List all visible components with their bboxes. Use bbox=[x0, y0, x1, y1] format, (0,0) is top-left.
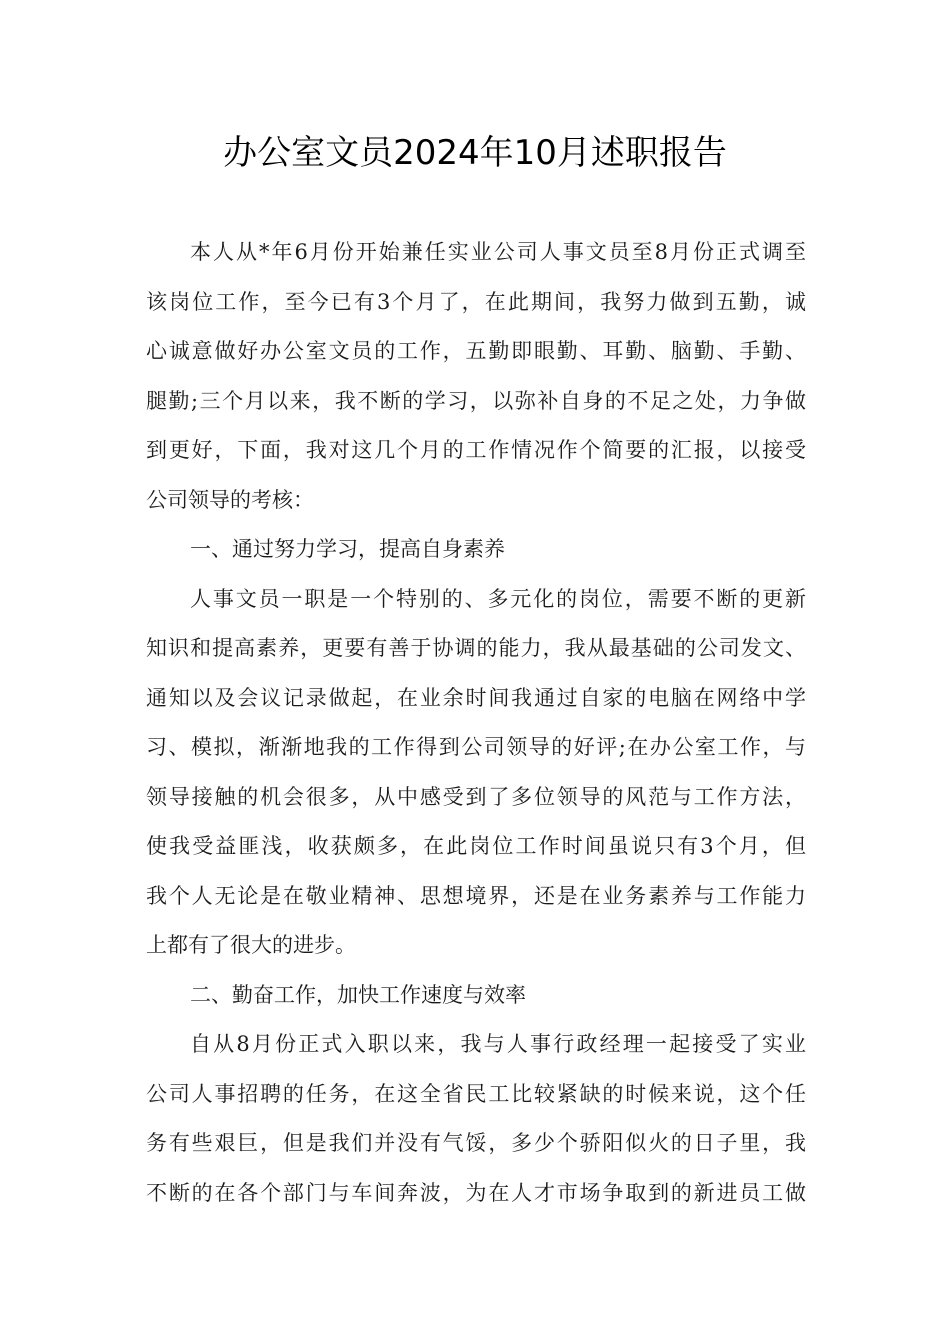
text-line: 公司领导的考核： bbox=[146, 487, 314, 512]
text-line: 我个人无论是在敬业精神、思想境界，还是在业务素养与工作能力 bbox=[146, 883, 806, 908]
text-line: 知识和提高素养，更要有善于协调的能力，我从最基础的公司发文、 bbox=[146, 636, 806, 660]
text-line: 人事文员一职是一个特别的、多元化的岗位，需要不断的更新 bbox=[190, 586, 806, 611]
text-line: 二、勤奋工作，加快工作速度与效率 bbox=[190, 982, 526, 1007]
text-line: 通知以及会议记录做起，在业余时间我通过自家的电脑在网络中学 bbox=[146, 685, 806, 710]
document-title: 办公室文员2024年10月述职报告 bbox=[223, 133, 727, 173]
text-line: 到更好，下面，我对这几个月的工作情况作个简要的汇报，以接受 bbox=[146, 438, 806, 462]
text-line: 腿勤;三个月以来，我不断的学习，以弥补自身的不足之处，力争做 bbox=[146, 388, 806, 413]
text-line: 上都有了很大的进步。 bbox=[146, 933, 356, 957]
text-line: 心诚意做好办公室文员的工作，五勤即眼勤、耳勤、脑勤、手勤、 bbox=[146, 339, 806, 363]
text-line: 该岗位工作，至今已有3个月了，在此期间，我努力做到五勤，诚 bbox=[146, 289, 806, 314]
text-line: 一、通过努力学习，提高自身素养 bbox=[190, 537, 505, 561]
text-line: 自从8月份正式入职以来，我与人事行政经理一起接受了实业 bbox=[190, 1032, 806, 1056]
text-line: 领导接触的机会很多，从中感受到了多位领导的风范与工作方法， bbox=[146, 784, 806, 809]
text-line: 务有些艰巨，但是我们并没有气馁，多少个骄阳似火的日子里，我 bbox=[146, 1131, 806, 1155]
document-body bbox=[146, 228, 806, 1218]
text-line: 公司人事招聘的任务，在这全省民工比较紧缺的时候来说，这个任 bbox=[146, 1081, 806, 1106]
text-line: 本人从*年6月份开始兼任实业公司人事文员至8月份正式调至 bbox=[190, 240, 806, 264]
text-line: 使我受益匪浅，收获颇多，在此岗位工作时间虽说只有3个月，但 bbox=[146, 834, 806, 858]
text-line: 习、模拟，渐渐地我的工作得到公司领导的好评;在办公室工作，与 bbox=[146, 735, 806, 759]
text-line: 不断的在各个部门与车间奔波，为在人才市场争取到的新进员工做 bbox=[146, 1180, 806, 1205]
